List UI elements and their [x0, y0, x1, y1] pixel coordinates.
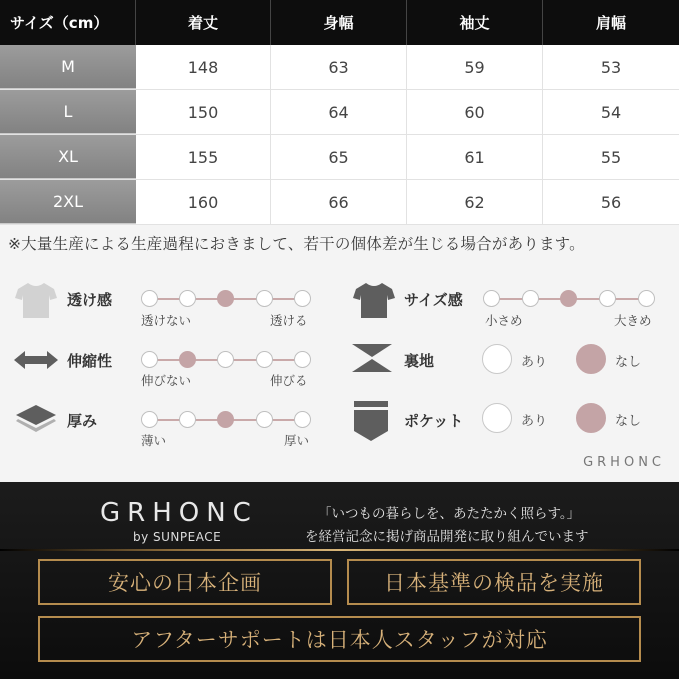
scale-dot-selected: [217, 411, 234, 428]
cell: 65: [271, 135, 407, 179]
stretch-arrows-icon: [14, 349, 58, 371]
lining-yes-label: あり: [521, 355, 548, 370]
scale-dot: [179, 290, 196, 307]
header-length: 着丈: [136, 0, 271, 45]
pocket-icon: [354, 401, 388, 441]
tshirt-dark-icon: [352, 280, 396, 320]
cell: 63: [271, 45, 407, 89]
table-row: [0, 90, 679, 135]
lining-icon: [352, 344, 392, 372]
pocket-no-label: なし: [615, 414, 642, 429]
lining-no-label: なし: [615, 355, 642, 370]
scale-dot: [141, 411, 158, 428]
scale-dot-selected: [179, 351, 196, 368]
brand-logo-sub: by SUNPEACE: [133, 530, 222, 544]
thickness-min-label: 薄い: [141, 433, 167, 448]
scale-dot: [522, 290, 539, 307]
scale-dot: [256, 351, 273, 368]
scale-dot: [294, 351, 311, 368]
brand-watermark: GRHONC: [583, 455, 665, 470]
scale-dot: [217, 351, 234, 368]
brand-logo: GRHONC: [100, 498, 258, 528]
cell: 61: [407, 135, 543, 179]
thickness-max-label: 厚い: [284, 433, 310, 448]
stretch-min-label: 伸びない: [141, 373, 192, 388]
cell: 60: [407, 90, 543, 134]
size-feel-min-label: 小さめ: [485, 313, 523, 328]
size-feel-scale: [483, 289, 655, 309]
brand-motto-line1: 「いつもの暮らしを、あたたかく照らす。」: [318, 506, 581, 522]
lining-yes-circle: [482, 344, 512, 374]
scale-dot: [294, 290, 311, 307]
cell: 155: [136, 135, 271, 179]
pocket-yes-label: あり: [521, 414, 548, 429]
feature-box-japan-planning: 安心の日本企画: [38, 559, 332, 605]
cell: 53: [600, 57, 622, 77]
scale-dot: [179, 411, 196, 428]
scale-dot: [483, 290, 500, 307]
lining-no-circle-selected: [576, 344, 606, 374]
pocket-label: ポケット: [404, 412, 464, 430]
header-width: 身幅: [271, 0, 407, 45]
scale-dot-selected: [560, 290, 577, 307]
scale-dot: [141, 351, 158, 368]
cell: 62: [407, 180, 543, 224]
row-size: 2XL: [0, 180, 136, 224]
table-row: [0, 135, 679, 180]
pocket-no-circle-selected: [576, 403, 606, 433]
header-shoulder: 肩幅: [595, 14, 626, 32]
tshirt-light-icon: [14, 280, 58, 320]
feature-box-support: アフターサポートは日本人スタッフが対応: [38, 616, 641, 662]
transparency-label: 透け感: [67, 291, 113, 309]
row-size: L: [0, 90, 136, 134]
row-size: M: [0, 45, 136, 89]
layers-icon: [14, 403, 58, 433]
table-row: [0, 45, 679, 90]
cell: 66: [271, 180, 407, 224]
transparency-max-label: 透ける: [270, 313, 308, 328]
size-feel-label: サイズ感: [404, 291, 463, 309]
cell: 160: [136, 180, 271, 224]
cell: 59: [407, 45, 543, 89]
cell: 55: [600, 147, 622, 167]
scale-dot: [256, 411, 273, 428]
scale-dot: [599, 290, 616, 307]
feature-box-inspection: 日本基準の検品を実施: [347, 559, 641, 605]
row-size: XL: [0, 135, 136, 179]
lining-label: 裏地: [404, 352, 435, 370]
cell: 54: [600, 102, 622, 122]
stretch-scale: [141, 350, 311, 370]
pocket-yes-circle: [482, 403, 512, 433]
transparency-scale: [141, 289, 311, 309]
scale-dot: [638, 290, 655, 307]
cell: 150: [136, 90, 271, 134]
thickness-label: 厚み: [67, 412, 98, 430]
size-feel-max-label: 大きめ: [614, 313, 652, 328]
brand-motto-line2: を経営記念に掲げ商品開発に取り組んでいます: [305, 529, 589, 545]
scale-dot: [294, 411, 311, 428]
size-table: [0, 0, 679, 226]
transparency-min-label: 透けない: [141, 313, 192, 328]
thickness-scale: [141, 410, 311, 430]
cell: 148: [136, 45, 271, 89]
brand-footer: [0, 482, 679, 679]
scale-dot: [141, 290, 158, 307]
header-size: サイズ（cm）: [0, 0, 136, 45]
scale-dot-selected: [217, 290, 234, 307]
stretch-max-label: 伸びる: [270, 373, 308, 388]
cell: 64: [271, 90, 407, 134]
individual-difference-note: ※大量生産による生産過程におきまして、若干の個体差が生じる場合があります。: [8, 235, 585, 253]
cell: 56: [600, 192, 622, 212]
header-sleeve: 袖丈: [407, 0, 543, 45]
stretch-label: 伸縮性: [67, 352, 113, 370]
table-row: [0, 180, 679, 225]
table-header: [0, 0, 679, 45]
gold-divider: [0, 549, 679, 551]
scale-dot: [256, 290, 273, 307]
